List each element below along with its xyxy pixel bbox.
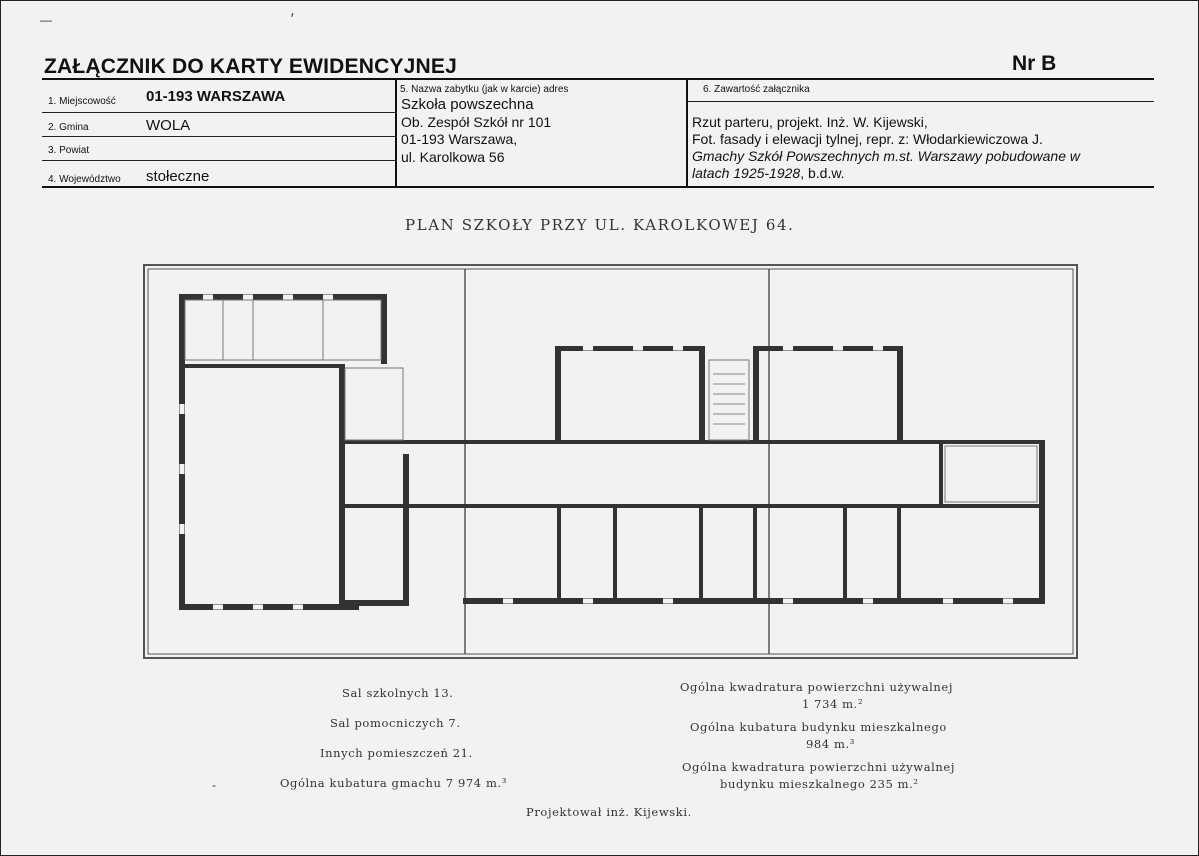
field-value-gmina: WOLA — [146, 117, 191, 134]
monument-line: Szkoła powszechna — [401, 96, 534, 113]
attachment-line-italic: latach 1925-1928 — [692, 165, 801, 181]
field-divider — [42, 160, 395, 161]
field-label-gmina: 2. Gmina — [48, 122, 89, 133]
header-rule — [42, 78, 1154, 80]
floor-plan-drawing — [143, 264, 1079, 660]
plan-small-rooms — [185, 300, 1037, 502]
document-title: ZAŁĄCZNIK DO KARTY EWIDENCYJNEJ — [44, 55, 458, 78]
field-label-powiat: 3. Powiat — [48, 145, 90, 156]
form-bottom-rule — [42, 186, 1154, 188]
plan-title: PLAN SZKOŁY PRZY UL. KAROLKOWEJ 64. — [405, 216, 795, 234]
stat-residential-volume-label: Ogólna kubatura budynku mieszkalnego — [690, 720, 947, 734]
column-divider-1 — [395, 79, 397, 187]
stat-auxiliary-rooms: Sal pomocniczych 7. — [330, 716, 461, 730]
scan-mark-dash: - — [212, 778, 216, 792]
monument-line: 01-193 Warszawa, — [401, 131, 518, 147]
stat-residential-area-label: Ogólna kwadratura powierzchni używalnej — [682, 760, 956, 774]
stat-residential-volume-value: 984 m.³ — [806, 737, 855, 751]
stat-other-rooms: Innych pomieszczeń 21. — [320, 746, 473, 760]
scan-mark: — — [40, 13, 52, 27]
plan-windows — [182, 297, 1013, 607]
plan-stairs — [713, 374, 745, 424]
attachment-content — [692, 114, 1080, 182]
attachment-label: 6. Zawartość załącznika — [703, 84, 810, 95]
attachment-line-rest: , b.d.w. — [800, 165, 845, 181]
column-divider-2 — [686, 79, 688, 187]
attachment-line: Rzut parteru, projekt. Inż. W. Kijewski, — [692, 114, 928, 130]
field-value-wojewodztwo: stołeczne — [146, 168, 210, 185]
field-label-miejscowosc: 1. Miejscowość — [48, 96, 116, 107]
field-label-wojewodztwo: 4. Województwo — [48, 174, 121, 185]
field-value-miejscowosc: 01-193 WARSZAWA — [146, 88, 286, 105]
monument-label: 5. Nazwa zabytku (jak w karcie) adres — [400, 84, 569, 95]
monument-line: ul. Karolkowa 56 — [401, 148, 505, 165]
scan-mark-dot: ׳ — [290, 12, 295, 26]
stat-residential-area-value: budynku mieszkalnego 235 m.² — [720, 777, 919, 791]
document-number: Nr B — [1012, 52, 1057, 75]
attachment-line: Fot. fasady i elewacji tylnej, repr. z: Włodarkiewiczowa J. — [692, 131, 1043, 147]
stat-usable-area-value: 1 734 m.² — [802, 697, 864, 711]
plan-walls — [179, 294, 1045, 610]
stat-total-volume: Ogólna kubatura gmachu 7 974 m.³ — [280, 776, 507, 790]
field-divider — [686, 101, 1154, 102]
field-divider — [42, 136, 395, 137]
field-divider — [42, 112, 395, 113]
monument-address — [401, 96, 551, 166]
stat-usable-area-label: Ogólna kwadratura powierzchni używalnej — [680, 680, 954, 694]
designer-credit: Projektował inż. Kijewski. — [526, 805, 692, 819]
attachment-line-italic: Gmachy Szkół Powszechnych m.st. Warszawy pobudowane w — [692, 148, 1081, 164]
monument-line: Ob. Zespół Szkół nr 101 — [401, 113, 552, 130]
stat-classrooms: Sal szkolnych 13. — [342, 686, 454, 700]
